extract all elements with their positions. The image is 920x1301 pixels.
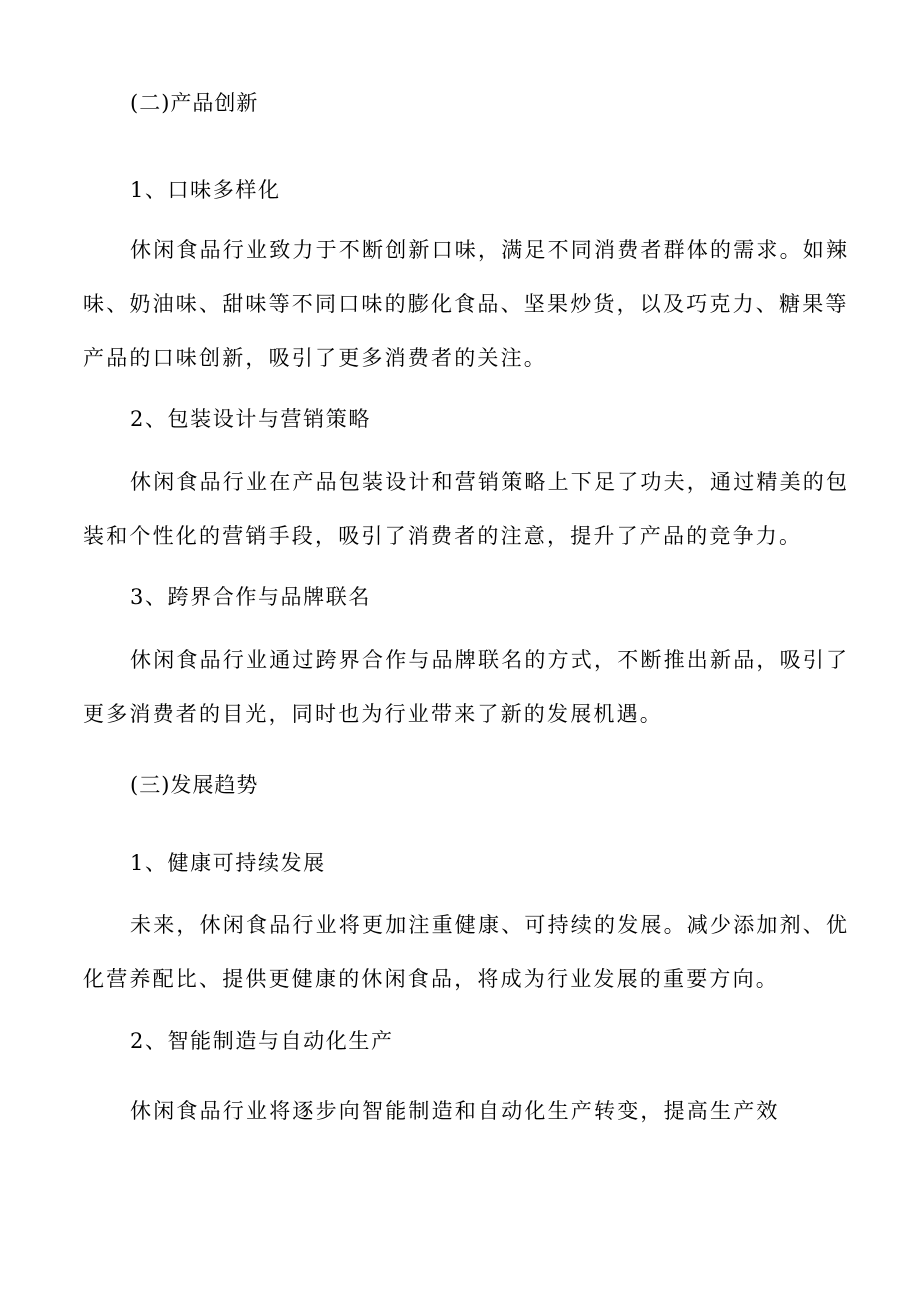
subheading-smart-manufacturing: 2、智能制造与自动化生产 — [130, 1029, 394, 1053]
subheading-crossover-cobranding: 3、跨界合作与品牌联名 — [130, 585, 371, 609]
subheading-packaging-marketing: 2、包装设计与营销策略 — [130, 407, 371, 431]
paragraph-line: 休闲食品行业通过跨界合作与品牌联名的方式，不断推出新品，吸引了 — [130, 648, 850, 672]
section-heading-product-innovation: (二)产品创新 — [130, 91, 259, 115]
paragraph-line: 产品的口味创新，吸引了更多消费者的关注。 — [83, 346, 547, 370]
paragraph-line: 装和个性化的营销手段，吸引了消费者的注意，提升了产品的竞争力。 — [83, 524, 803, 548]
paragraph-line: 化营养配比、提供更健康的休闲食品，将成为行业发展的重要方向。 — [83, 967, 779, 991]
section-heading-development-trends: (三)发展趋势 — [130, 773, 259, 797]
paragraph-line: 休闲食品行业将逐步向智能制造和自动化生产转变，提高生产效 — [130, 1099, 780, 1123]
subheading-healthy-sustainable: 1、健康可持续发展 — [130, 851, 326, 875]
paragraph-line: 更多消费者的目光，同时也为行业带来了新的发展机遇。 — [83, 702, 663, 726]
paragraph-line: 休闲食品行业致力于不断创新口味，满足不同消费者群体的需求。如辣 — [130, 238, 850, 262]
subheading-flavor-diversification: 1、口味多样化 — [130, 178, 281, 202]
paragraph-line: 未来，休闲食品行业将更加注重健康、可持续的发展。减少添加剂、优 — [130, 913, 850, 937]
paragraph-line: 休闲食品行业在产品包装设计和营销策略上下足了功夫，通过精美的包 — [130, 470, 850, 494]
paragraph-line: 味、奶油味、甜味等不同口味的膨化食品、坚果炒货，以及巧克力、糖果等 — [83, 292, 849, 316]
